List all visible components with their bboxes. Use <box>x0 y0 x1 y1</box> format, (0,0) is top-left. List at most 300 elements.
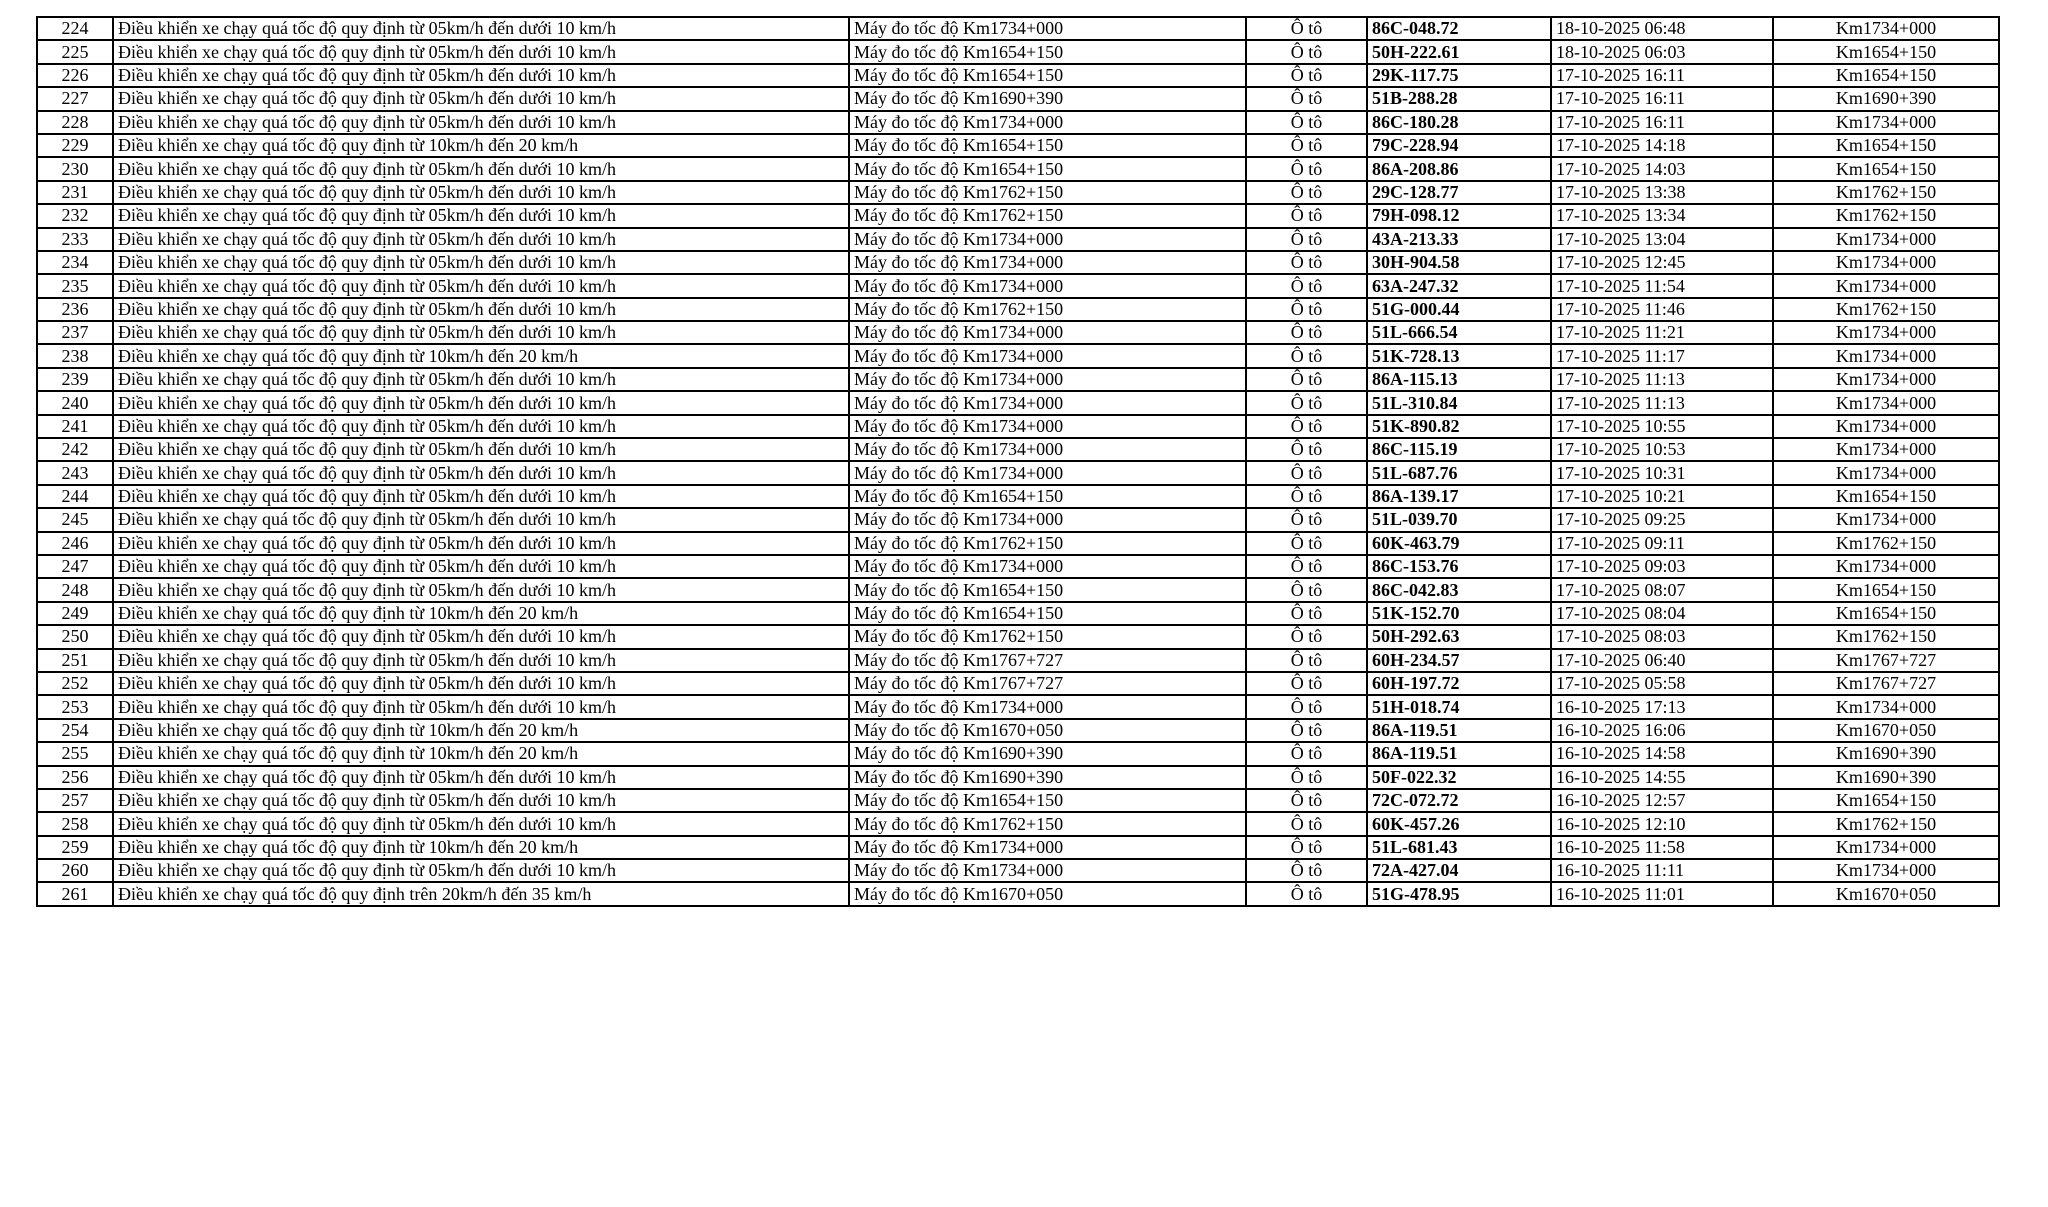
table-row <box>37 649 1999 672</box>
cell-datetime: 16-10-2025 12:10 <box>1551 812 1773 835</box>
cell-violation: Điều khiển xe chạy quá tốc độ quy định từ 05km/h đến dưới 10 km/h <box>113 204 849 227</box>
table-row <box>37 695 1999 718</box>
cell-violation: Điều khiển xe chạy quá tốc độ quy định từ 05km/h đến dưới 10 km/h <box>113 251 849 274</box>
cell-datetime: 17-10-2025 16:11 <box>1551 111 1773 134</box>
cell-datetime: 17-10-2025 09:03 <box>1551 555 1773 578</box>
cell-vehicle_type: Ô tô <box>1246 532 1367 555</box>
table-row <box>37 836 1999 859</box>
cell-device: Máy đo tốc độ Km1690+390 <box>849 742 1246 765</box>
cell-datetime: 17-10-2025 11:46 <box>1551 298 1773 321</box>
cell-plate: 30H-904.58 <box>1367 251 1551 274</box>
cell-plate: 51K-152.70 <box>1367 602 1551 625</box>
cell-vehicle_type: Ô tô <box>1246 882 1367 905</box>
cell-device: Máy đo tốc độ Km1670+050 <box>849 882 1246 905</box>
cell-vehicle_type: Ô tô <box>1246 17 1367 40</box>
cell-vehicle_type: Ô tô <box>1246 111 1367 134</box>
cell-vehicle_type: Ô tô <box>1246 87 1367 110</box>
cell-location: Km1654+150 <box>1773 485 1999 508</box>
cell-violation: Điều khiển xe chạy quá tốc độ quy định từ 05km/h đến dưới 10 km/h <box>113 415 849 438</box>
table-row <box>37 157 1999 180</box>
cell-index: 256 <box>37 766 113 789</box>
cell-device: Máy đo tốc độ Km1690+390 <box>849 87 1246 110</box>
cell-index: 239 <box>37 368 113 391</box>
cell-plate: 72A-427.04 <box>1367 859 1551 882</box>
cell-device: Máy đo tốc độ Km1734+000 <box>849 368 1246 391</box>
cell-violation: Điều khiển xe chạy quá tốc độ quy định từ 05km/h đến dưới 10 km/h <box>113 368 849 391</box>
cell-device: Máy đo tốc độ Km1654+150 <box>849 40 1246 63</box>
cell-vehicle_type: Ô tô <box>1246 344 1367 367</box>
cell-vehicle_type: Ô tô <box>1246 251 1367 274</box>
cell-device: Máy đo tốc độ Km1767+727 <box>849 672 1246 695</box>
cell-plate: 50F-022.32 <box>1367 766 1551 789</box>
cell-plate: 86C-048.72 <box>1367 17 1551 40</box>
violations-table <box>36 16 2000 907</box>
cell-violation: Điều khiển xe chạy quá tốc độ quy định trên 20km/h đến 35 km/h <box>113 882 849 905</box>
cell-violation: Điều khiển xe chạy quá tốc độ quy định từ 05km/h đến dưới 10 km/h <box>113 766 849 789</box>
table-row <box>37 789 1999 812</box>
cell-vehicle_type: Ô tô <box>1246 602 1367 625</box>
cell-violation: Điều khiển xe chạy quá tốc độ quy định từ 05km/h đến dưới 10 km/h <box>113 438 849 461</box>
cell-vehicle_type: Ô tô <box>1246 766 1367 789</box>
cell-device: Máy đo tốc độ Km1734+000 <box>849 228 1246 251</box>
cell-vehicle_type: Ô tô <box>1246 228 1367 251</box>
table-row <box>37 64 1999 87</box>
cell-plate: 86A-115.13 <box>1367 368 1551 391</box>
cell-datetime: 17-10-2025 10:21 <box>1551 485 1773 508</box>
cell-location: Km1670+050 <box>1773 719 1999 742</box>
cell-datetime: 17-10-2025 11:21 <box>1551 321 1773 344</box>
cell-location: Km1734+000 <box>1773 321 1999 344</box>
cell-violation: Điều khiển xe chạy quá tốc độ quy định từ 05km/h đến dưới 10 km/h <box>113 789 849 812</box>
cell-index: 260 <box>37 859 113 882</box>
cell-location: Km1690+390 <box>1773 766 1999 789</box>
cell-vehicle_type: Ô tô <box>1246 836 1367 859</box>
cell-datetime: 17-10-2025 12:45 <box>1551 251 1773 274</box>
cell-index: 225 <box>37 40 113 63</box>
cell-location: Km1654+150 <box>1773 64 1999 87</box>
cell-violation: Điều khiển xe chạy quá tốc độ quy định từ 10km/h đến 20 km/h <box>113 344 849 367</box>
table-row <box>37 508 1999 531</box>
table-row <box>37 812 1999 835</box>
cell-device: Máy đo tốc độ Km1734+000 <box>849 508 1246 531</box>
cell-index: 224 <box>37 17 113 40</box>
table-row <box>37 204 1999 227</box>
table-row <box>37 40 1999 63</box>
cell-datetime: 17-10-2025 11:17 <box>1551 344 1773 367</box>
cell-vehicle_type: Ô tô <box>1246 415 1367 438</box>
cell-device: Máy đo tốc độ Km1690+390 <box>849 766 1246 789</box>
cell-device: Máy đo tốc độ Km1734+000 <box>849 391 1246 414</box>
cell-violation: Điều khiển xe chạy quá tốc độ quy định từ 05km/h đến dưới 10 km/h <box>113 555 849 578</box>
cell-plate: 79H-098.12 <box>1367 204 1551 227</box>
table-row <box>37 461 1999 484</box>
cell-device: Máy đo tốc độ Km1734+000 <box>849 321 1246 344</box>
cell-device: Máy đo tốc độ Km1654+150 <box>849 578 1246 601</box>
table-row <box>37 438 1999 461</box>
cell-plate: 86C-153.76 <box>1367 555 1551 578</box>
cell-location: Km1734+000 <box>1773 695 1999 718</box>
cell-device: Máy đo tốc độ Km1734+000 <box>849 695 1246 718</box>
cell-index: 230 <box>37 157 113 180</box>
cell-datetime: 17-10-2025 09:11 <box>1551 532 1773 555</box>
cell-datetime: 17-10-2025 10:55 <box>1551 415 1773 438</box>
cell-plate: 50H-222.61 <box>1367 40 1551 63</box>
cell-datetime: 17-10-2025 08:07 <box>1551 578 1773 601</box>
cell-vehicle_type: Ô tô <box>1246 625 1367 648</box>
cell-violation: Điều khiển xe chạy quá tốc độ quy định từ 05km/h đến dưới 10 km/h <box>113 461 849 484</box>
cell-datetime: 17-10-2025 13:04 <box>1551 228 1773 251</box>
cell-vehicle_type: Ô tô <box>1246 508 1367 531</box>
cell-vehicle_type: Ô tô <box>1246 672 1367 695</box>
cell-violation: Điều khiển xe chạy quá tốc độ quy định từ 05km/h đến dưới 10 km/h <box>113 64 849 87</box>
cell-vehicle_type: Ô tô <box>1246 321 1367 344</box>
cell-vehicle_type: Ô tô <box>1246 461 1367 484</box>
cell-datetime: 17-10-2025 08:03 <box>1551 625 1773 648</box>
table-row <box>37 742 1999 765</box>
cell-plate: 79C-228.94 <box>1367 134 1551 157</box>
cell-datetime: 17-10-2025 11:54 <box>1551 274 1773 297</box>
cell-location: Km1734+000 <box>1773 391 1999 414</box>
cell-device: Máy đo tốc độ Km1767+727 <box>849 649 1246 672</box>
cell-location: Km1734+000 <box>1773 508 1999 531</box>
cell-vehicle_type: Ô tô <box>1246 274 1367 297</box>
cell-violation: Điều khiển xe chạy quá tốc độ quy định từ 05km/h đến dưới 10 km/h <box>113 111 849 134</box>
cell-datetime: 16-10-2025 11:11 <box>1551 859 1773 882</box>
cell-device: Máy đo tốc độ Km1654+150 <box>849 602 1246 625</box>
cell-index: 233 <box>37 228 113 251</box>
cell-location: Km1734+000 <box>1773 17 1999 40</box>
cell-vehicle_type: Ô tô <box>1246 578 1367 601</box>
cell-location: Km1734+000 <box>1773 461 1999 484</box>
cell-vehicle_type: Ô tô <box>1246 555 1367 578</box>
table-row <box>37 251 1999 274</box>
cell-index: 235 <box>37 274 113 297</box>
cell-location: Km1762+150 <box>1773 298 1999 321</box>
cell-index: 236 <box>37 298 113 321</box>
cell-vehicle_type: Ô tô <box>1246 298 1367 321</box>
cell-datetime: 17-10-2025 06:40 <box>1551 649 1773 672</box>
table-row <box>37 344 1999 367</box>
cell-plate: 51G-478.95 <box>1367 882 1551 905</box>
cell-violation: Điều khiển xe chạy quá tốc độ quy định từ 05km/h đến dưới 10 km/h <box>113 578 849 601</box>
cell-location: Km1734+000 <box>1773 344 1999 367</box>
table-row <box>37 882 1999 905</box>
cell-violation: Điều khiển xe chạy quá tốc độ quy định từ 05km/h đến dưới 10 km/h <box>113 695 849 718</box>
cell-violation: Điều khiển xe chạy quá tốc độ quy định từ 05km/h đến dưới 10 km/h <box>113 532 849 555</box>
cell-violation: Điều khiển xe chạy quá tốc độ quy định từ 05km/h đến dưới 10 km/h <box>113 228 849 251</box>
cell-device: Máy đo tốc độ Km1734+000 <box>849 251 1246 274</box>
cell-datetime: 17-10-2025 14:03 <box>1551 157 1773 180</box>
cell-violation: Điều khiển xe chạy quá tốc độ quy định từ 05km/h đến dưới 10 km/h <box>113 181 849 204</box>
cell-index: 249 <box>37 602 113 625</box>
cell-index: 258 <box>37 812 113 835</box>
cell-datetime: 17-10-2025 10:31 <box>1551 461 1773 484</box>
cell-location: Km1690+390 <box>1773 87 1999 110</box>
cell-plate: 60H-234.57 <box>1367 649 1551 672</box>
cell-violation: Điều khiển xe chạy quá tốc độ quy định từ 05km/h đến dưới 10 km/h <box>113 812 849 835</box>
table-row <box>37 625 1999 648</box>
cell-index: 246 <box>37 532 113 555</box>
cell-device: Máy đo tốc độ Km1654+150 <box>849 485 1246 508</box>
cell-datetime: 17-10-2025 10:53 <box>1551 438 1773 461</box>
cell-location: Km1734+000 <box>1773 555 1999 578</box>
cell-plate: 43A-213.33 <box>1367 228 1551 251</box>
cell-index: 227 <box>37 87 113 110</box>
cell-plate: 51K-890.82 <box>1367 415 1551 438</box>
cell-plate: 86C-042.83 <box>1367 578 1551 601</box>
cell-device: Máy đo tốc độ Km1762+150 <box>849 532 1246 555</box>
cell-device: Máy đo tốc độ Km1654+150 <box>849 789 1246 812</box>
cell-plate: 51K-728.13 <box>1367 344 1551 367</box>
cell-device: Máy đo tốc độ Km1762+150 <box>849 625 1246 648</box>
table-row <box>37 368 1999 391</box>
cell-violation: Điều khiển xe chạy quá tốc độ quy định từ 05km/h đến dưới 10 km/h <box>113 391 849 414</box>
cell-device: Máy đo tốc độ Km1670+050 <box>849 719 1246 742</box>
cell-violation: Điều khiển xe chạy quá tốc độ quy định từ 05km/h đến dưới 10 km/h <box>113 625 849 648</box>
cell-index: 244 <box>37 485 113 508</box>
table-row <box>37 17 1999 40</box>
cell-violation: Điều khiển xe chạy quá tốc độ quy định từ 05km/h đến dưới 10 km/h <box>113 40 849 63</box>
cell-device: Máy đo tốc độ Km1734+000 <box>849 111 1246 134</box>
cell-violation: Điều khiển xe chạy quá tốc độ quy định từ 05km/h đến dưới 10 km/h <box>113 274 849 297</box>
cell-violation: Điều khiển xe chạy quá tốc độ quy định từ 10km/h đến 20 km/h <box>113 742 849 765</box>
cell-device: Máy đo tốc độ Km1734+000 <box>849 836 1246 859</box>
cell-vehicle_type: Ô tô <box>1246 204 1367 227</box>
cell-datetime: 16-10-2025 17:13 <box>1551 695 1773 718</box>
cell-location: Km1767+727 <box>1773 649 1999 672</box>
cell-plate: 51H-018.74 <box>1367 695 1551 718</box>
cell-location: Km1734+000 <box>1773 836 1999 859</box>
cell-datetime: 17-10-2025 05:58 <box>1551 672 1773 695</box>
cell-datetime: 16-10-2025 11:58 <box>1551 836 1773 859</box>
cell-violation: Điều khiển xe chạy quá tốc độ quy định từ 05km/h đến dưới 10 km/h <box>113 485 849 508</box>
table-row <box>37 415 1999 438</box>
cell-plate: 51G-000.44 <box>1367 298 1551 321</box>
cell-plate: 86A-119.51 <box>1367 719 1551 742</box>
cell-device: Máy đo tốc độ Km1734+000 <box>849 461 1246 484</box>
cell-datetime: 16-10-2025 14:55 <box>1551 766 1773 789</box>
cell-plate: 50H-292.63 <box>1367 625 1551 648</box>
cell-plate: 51L-310.84 <box>1367 391 1551 414</box>
cell-location: Km1734+000 <box>1773 859 1999 882</box>
cell-vehicle_type: Ô tô <box>1246 742 1367 765</box>
cell-plate: 72C-072.72 <box>1367 789 1551 812</box>
table-row <box>37 181 1999 204</box>
table-row <box>37 87 1999 110</box>
cell-location: Km1734+000 <box>1773 111 1999 134</box>
cell-violation: Điều khiển xe chạy quá tốc độ quy định từ 05km/h đến dưới 10 km/h <box>113 321 849 344</box>
table-row <box>37 134 1999 157</box>
cell-violation: Điều khiển xe chạy quá tốc độ quy định từ 05km/h đến dưới 10 km/h <box>113 859 849 882</box>
cell-index: 234 <box>37 251 113 274</box>
cell-location: Km1734+000 <box>1773 368 1999 391</box>
cell-datetime: 16-10-2025 11:01 <box>1551 882 1773 905</box>
cell-device: Máy đo tốc độ Km1734+000 <box>849 415 1246 438</box>
cell-plate: 86A-119.51 <box>1367 742 1551 765</box>
cell-index: 231 <box>37 181 113 204</box>
table-row <box>37 274 1999 297</box>
cell-index: 250 <box>37 625 113 648</box>
cell-index: 232 <box>37 204 113 227</box>
cell-device: Máy đo tốc độ Km1762+150 <box>849 204 1246 227</box>
cell-location: Km1762+150 <box>1773 812 1999 835</box>
cell-index: 251 <box>37 649 113 672</box>
cell-device: Máy đo tốc độ Km1734+000 <box>849 438 1246 461</box>
cell-violation: Điều khiển xe chạy quá tốc độ quy định từ 10km/h đến 20 km/h <box>113 836 849 859</box>
table-row <box>37 555 1999 578</box>
cell-datetime: 17-10-2025 13:38 <box>1551 181 1773 204</box>
cell-vehicle_type: Ô tô <box>1246 157 1367 180</box>
table-row <box>37 672 1999 695</box>
cell-plate: 51L-666.54 <box>1367 321 1551 344</box>
cell-location: Km1762+150 <box>1773 625 1999 648</box>
cell-location: Km1654+150 <box>1773 789 1999 812</box>
cell-index: 248 <box>37 578 113 601</box>
cell-location: Km1654+150 <box>1773 602 1999 625</box>
cell-violation: Điều khiển xe chạy quá tốc độ quy định từ 05km/h đến dưới 10 km/h <box>113 87 849 110</box>
cell-index: 261 <box>37 882 113 905</box>
cell-violation: Điều khiển xe chạy quá tốc độ quy định từ 05km/h đến dưới 10 km/h <box>113 17 849 40</box>
cell-index: 241 <box>37 415 113 438</box>
cell-index: 259 <box>37 836 113 859</box>
cell-location: Km1670+050 <box>1773 882 1999 905</box>
cell-location: Km1734+000 <box>1773 415 1999 438</box>
cell-plate: 29C-128.77 <box>1367 181 1551 204</box>
violations-table-body <box>37 17 1999 906</box>
cell-index: 254 <box>37 719 113 742</box>
table-row <box>37 321 1999 344</box>
cell-index: 255 <box>37 742 113 765</box>
cell-device: Máy đo tốc độ Km1654+150 <box>849 134 1246 157</box>
cell-location: Km1654+150 <box>1773 40 1999 63</box>
cell-plate: 60K-463.79 <box>1367 532 1551 555</box>
cell-violation: Điều khiển xe chạy quá tốc độ quy định từ 05km/h đến dưới 10 km/h <box>113 672 849 695</box>
cell-index: 243 <box>37 461 113 484</box>
table-row <box>37 298 1999 321</box>
cell-device: Máy đo tốc độ Km1734+000 <box>849 344 1246 367</box>
cell-datetime: 17-10-2025 13:34 <box>1551 204 1773 227</box>
cell-plate: 86C-180.28 <box>1367 111 1551 134</box>
cell-location: Km1767+727 <box>1773 672 1999 695</box>
cell-index: 253 <box>37 695 113 718</box>
cell-violation: Điều khiển xe chạy quá tốc độ quy định từ 10km/h đến 20 km/h <box>113 602 849 625</box>
cell-violation: Điều khiển xe chạy quá tốc độ quy định từ 10km/h đến 20 km/h <box>113 719 849 742</box>
cell-plate: 60K-457.26 <box>1367 812 1551 835</box>
cell-index: 242 <box>37 438 113 461</box>
cell-violation: Điều khiển xe chạy quá tốc độ quy định từ 05km/h đến dưới 10 km/h <box>113 649 849 672</box>
cell-vehicle_type: Ô tô <box>1246 695 1367 718</box>
cell-violation: Điều khiển xe chạy quá tốc độ quy định từ 05km/h đến dưới 10 km/h <box>113 157 849 180</box>
cell-device: Máy đo tốc độ Km1762+150 <box>849 298 1246 321</box>
cell-vehicle_type: Ô tô <box>1246 438 1367 461</box>
cell-datetime: 18-10-2025 06:03 <box>1551 40 1773 63</box>
cell-vehicle_type: Ô tô <box>1246 812 1367 835</box>
cell-vehicle_type: Ô tô <box>1246 859 1367 882</box>
cell-index: 238 <box>37 344 113 367</box>
cell-violation: Điều khiển xe chạy quá tốc độ quy định từ 05km/h đến dưới 10 km/h <box>113 298 849 321</box>
cell-index: 237 <box>37 321 113 344</box>
cell-datetime: 18-10-2025 06:48 <box>1551 17 1773 40</box>
table-row <box>37 485 1999 508</box>
cell-location: Km1654+150 <box>1773 578 1999 601</box>
cell-plate: 51L-681.43 <box>1367 836 1551 859</box>
cell-device: Máy đo tốc độ Km1734+000 <box>849 17 1246 40</box>
cell-device: Máy đo tốc độ Km1734+000 <box>849 274 1246 297</box>
cell-device: Máy đo tốc độ Km1734+000 <box>849 859 1246 882</box>
cell-datetime: 17-10-2025 14:18 <box>1551 134 1773 157</box>
table-row <box>37 766 1999 789</box>
cell-location: Km1734+000 <box>1773 228 1999 251</box>
cell-plate: 60H-197.72 <box>1367 672 1551 695</box>
table-row <box>37 719 1999 742</box>
cell-location: Km1734+000 <box>1773 251 1999 274</box>
cell-vehicle_type: Ô tô <box>1246 40 1367 63</box>
cell-plate: 51L-687.76 <box>1367 461 1551 484</box>
table-row <box>37 859 1999 882</box>
cell-device: Máy đo tốc độ Km1762+150 <box>849 181 1246 204</box>
cell-index: 228 <box>37 111 113 134</box>
cell-device: Máy đo tốc độ Km1734+000 <box>849 555 1246 578</box>
cell-location: Km1734+000 <box>1773 438 1999 461</box>
table-row <box>37 602 1999 625</box>
cell-device: Máy đo tốc độ Km1654+150 <box>849 64 1246 87</box>
cell-location: Km1654+150 <box>1773 134 1999 157</box>
cell-device: Máy đo tốc độ Km1762+150 <box>849 812 1246 835</box>
cell-vehicle_type: Ô tô <box>1246 368 1367 391</box>
cell-location: Km1734+000 <box>1773 274 1999 297</box>
cell-datetime: 16-10-2025 16:06 <box>1551 719 1773 742</box>
cell-plate: 86C-115.19 <box>1367 438 1551 461</box>
cell-index: 240 <box>37 391 113 414</box>
cell-index: 245 <box>37 508 113 531</box>
cell-datetime: 17-10-2025 08:04 <box>1551 602 1773 625</box>
cell-datetime: 17-10-2025 09:25 <box>1551 508 1773 531</box>
cell-datetime: 17-10-2025 16:11 <box>1551 87 1773 110</box>
cell-vehicle_type: Ô tô <box>1246 64 1367 87</box>
cell-location: Km1762+150 <box>1773 181 1999 204</box>
cell-index: 247 <box>37 555 113 578</box>
cell-vehicle_type: Ô tô <box>1246 485 1367 508</box>
cell-index: 257 <box>37 789 113 812</box>
table-row <box>37 391 1999 414</box>
cell-location: Km1762+150 <box>1773 532 1999 555</box>
cell-index: 252 <box>37 672 113 695</box>
cell-plate: 51L-039.70 <box>1367 508 1551 531</box>
cell-datetime: 17-10-2025 16:11 <box>1551 64 1773 87</box>
cell-plate: 86A-208.86 <box>1367 157 1551 180</box>
cell-plate: 63A-247.32 <box>1367 274 1551 297</box>
cell-plate: 86A-139.17 <box>1367 485 1551 508</box>
cell-vehicle_type: Ô tô <box>1246 719 1367 742</box>
cell-index: 229 <box>37 134 113 157</box>
cell-device: Máy đo tốc độ Km1654+150 <box>849 157 1246 180</box>
cell-location: Km1690+390 <box>1773 742 1999 765</box>
cell-vehicle_type: Ô tô <box>1246 789 1367 812</box>
table-row <box>37 578 1999 601</box>
table-row <box>37 111 1999 134</box>
table-row <box>37 532 1999 555</box>
cell-violation: Điều khiển xe chạy quá tốc độ quy định từ 10km/h đến 20 km/h <box>113 134 849 157</box>
table-row <box>37 228 1999 251</box>
cell-vehicle_type: Ô tô <box>1246 649 1367 672</box>
cell-datetime: 16-10-2025 12:57 <box>1551 789 1773 812</box>
cell-location: Km1654+150 <box>1773 157 1999 180</box>
cell-datetime: 17-10-2025 11:13 <box>1551 368 1773 391</box>
cell-plate: 51B-288.28 <box>1367 87 1551 110</box>
cell-plate: 29K-117.75 <box>1367 64 1551 87</box>
cell-vehicle_type: Ô tô <box>1246 181 1367 204</box>
cell-vehicle_type: Ô tô <box>1246 134 1367 157</box>
